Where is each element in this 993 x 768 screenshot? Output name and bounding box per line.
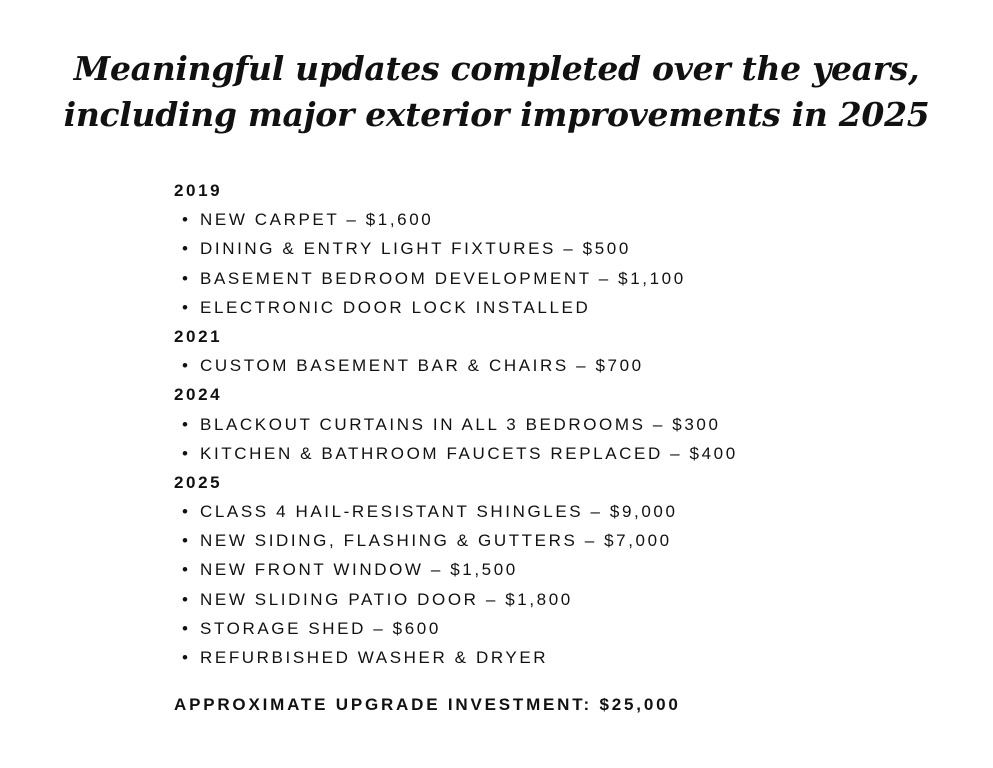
- updates-list: [174, 176, 934, 672]
- item-text: REFURBISHED WASHER & DRYER: [200, 648, 549, 667]
- bullet-icon: •: [182, 443, 191, 463]
- list-item: [174, 293, 934, 322]
- title-line-1: Meaningful updates completed over the years,: [73, 49, 920, 88]
- item-text: BLACKOUT CURTAINS IN ALL 3 BEDROOMS – $300: [200, 414, 721, 434]
- item-text: CLASS 4 HAIL-RESISTANT SHINGLES – $9,000: [200, 502, 678, 522]
- item-text: BASEMENT BEDROOM DEVELOPMENT – $1,100: [200, 268, 686, 288]
- item-text: ELECTRONIC DOOR LOCK INSTALLED: [200, 297, 591, 317]
- item-text: NEW SLIDING PATIO DOOR – $1,800: [200, 589, 573, 609]
- bullet-icon: •: [182, 210, 191, 230]
- bullet-icon: •: [182, 560, 191, 580]
- list-item: [174, 585, 934, 614]
- list-item: [174, 264, 934, 293]
- list-item: [174, 643, 934, 672]
- item-text: NEW FRONT WINDOW – $1,500: [200, 560, 518, 580]
- list-item: [174, 555, 934, 584]
- year-heading-2021: 2021: [174, 326, 223, 346]
- list-item: [174, 410, 934, 439]
- item-text: CUSTOM BASEMENT BAR & CHAIRS – $700: [200, 356, 644, 376]
- list-item: [174, 614, 934, 643]
- bullet-icon: •: [182, 414, 191, 434]
- bullet-icon: •: [182, 618, 191, 638]
- bullet-icon: •: [182, 589, 191, 609]
- bullet-icon: •: [182, 648, 191, 667]
- year-heading-2019: 2019: [174, 181, 223, 200]
- title-line-2: including major exterior improvements in 2025: [63, 95, 930, 134]
- bullet-icon: •: [182, 297, 191, 317]
- list-item: [174, 234, 934, 263]
- year-heading-2025: 2025: [174, 472, 223, 492]
- bullet-icon: •: [182, 531, 191, 551]
- year-heading-2024: 2024: [174, 385, 223, 405]
- item-text: KITCHEN & BATHROOM FAUCETS REPLACED – $400: [200, 443, 738, 463]
- list-item: [174, 351, 934, 380]
- bullet-icon: •: [182, 268, 191, 288]
- item-text: STORAGE SHED – $600: [200, 618, 441, 638]
- list-item: [174, 205, 934, 234]
- list-item: [174, 526, 934, 555]
- bullet-icon: •: [182, 239, 191, 259]
- item-text: NEW SIDING, FLASHING & GUTTERS – $7,000: [200, 531, 672, 551]
- list-item: [174, 439, 934, 468]
- item-text: NEW CARPET – $1,600: [200, 210, 434, 230]
- bullet-icon: •: [182, 356, 191, 376]
- list-item: [174, 497, 934, 526]
- bullet-icon: •: [182, 502, 191, 522]
- item-text: DINING & ENTRY LIGHT FIXTURES – $500: [200, 239, 631, 259]
- page-title: [0, 46, 993, 138]
- total-investment: APPROXIMATE UPGRADE INVESTMENT: $25,000: [174, 695, 681, 714]
